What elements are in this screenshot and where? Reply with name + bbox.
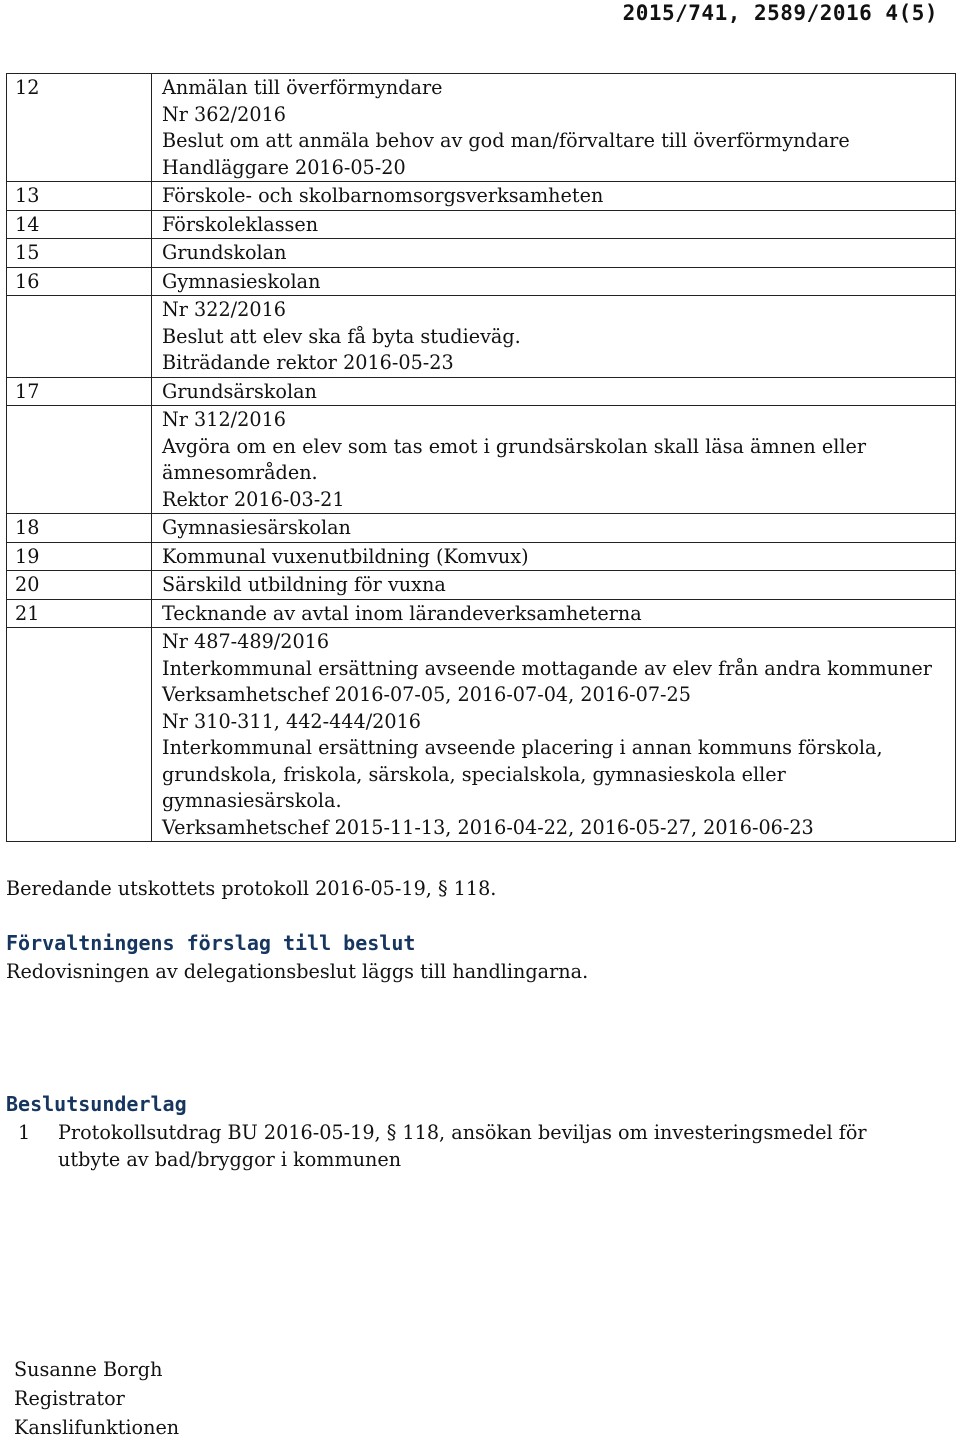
row-number: 17 xyxy=(7,377,152,406)
table-row xyxy=(7,599,956,628)
row-content xyxy=(152,571,956,600)
row-content xyxy=(152,296,956,378)
signer-title: Registrator xyxy=(14,1387,125,1410)
row-number: 12 xyxy=(7,74,152,182)
row-title: Grundskolan xyxy=(162,241,287,264)
delegation-table xyxy=(6,73,956,842)
decision-number: Nr 310-311, 442-444/2016 xyxy=(162,709,422,733)
row-content xyxy=(152,377,956,406)
signature-block xyxy=(14,1355,179,1442)
table-row xyxy=(7,571,956,600)
row-number: 21 xyxy=(7,599,152,628)
table-row xyxy=(7,74,956,182)
row-number xyxy=(7,406,152,514)
row-title: Särskild utbildning för vuxna xyxy=(162,573,446,596)
row-number xyxy=(7,628,152,842)
row-title: Tecknande av avtal inom lärandeverksamheterna xyxy=(162,601,642,625)
table-row xyxy=(7,542,956,571)
row-content xyxy=(152,210,956,239)
table-row xyxy=(7,239,956,268)
decision-signer: Verksamhetschef 2015-11-13, 2016-04-22, 2016-05-27, 2016-06-23 xyxy=(162,815,814,839)
table-row xyxy=(7,628,956,842)
document-reference: 2015/741, 2589/2016 4(5) xyxy=(622,1,938,25)
row-content xyxy=(152,514,956,543)
decision-number: Nr 312/2016 xyxy=(162,408,286,431)
row-number: 14 xyxy=(7,210,152,239)
table-row xyxy=(7,182,956,211)
decision-number: Nr 362/2016 xyxy=(162,102,286,126)
basis-item xyxy=(18,1120,918,1173)
row-title: Grundsärskolan xyxy=(162,379,317,403)
row-content xyxy=(152,239,956,268)
proposal-text: Redovisningen av delegationsbeslut läggs till handlingarna. xyxy=(6,960,589,983)
table-row xyxy=(7,267,956,296)
row-title: Förskoleklassen xyxy=(162,212,319,236)
row-number: 15 xyxy=(7,239,152,268)
decision-signer: Rektor 2016-03-21 xyxy=(162,487,345,511)
row-content xyxy=(152,628,956,842)
basis-item-text: Protokollsutdrag BU 2016-05-19, § 118, ansökan beviljas om investeringsmedel för utbyte av bad/bryggor i kommunen xyxy=(58,1121,867,1171)
decision-signer: Verksamhetschef 2016-07-05, 2016-07-04, 2016-07-25 xyxy=(162,683,691,706)
row-content xyxy=(152,406,956,514)
row-number xyxy=(7,296,152,378)
row-number: 18 xyxy=(7,514,152,543)
basis-item-number: 1 xyxy=(18,1121,31,1144)
row-content xyxy=(152,599,956,628)
decision-description: Beslut om att anmäla behov av god man/förvaltare till överförmyndare xyxy=(162,129,850,152)
decision-description: Avgöra om en elev som tas emot i grundsärskolan skall läsa ämnen eller ämnesområden. xyxy=(162,434,867,484)
decision-description: Interkommunal ersättning avseende mottagande av elev från andra kommuner xyxy=(162,656,932,680)
row-content xyxy=(152,267,956,296)
decision-signer: Handläggare 2016-05-20 xyxy=(162,155,406,179)
table-row xyxy=(7,210,956,239)
table-row xyxy=(7,296,956,378)
decision-signer: Biträdande rektor 2016-05-23 xyxy=(162,351,454,374)
row-number: 19 xyxy=(7,542,152,571)
row-number: 16 xyxy=(7,267,152,296)
row-content xyxy=(152,542,956,571)
row-content xyxy=(152,182,956,211)
row-number: 20 xyxy=(7,571,152,600)
decision-description: Interkommunal ersättning avseende placering i annan kommuns förskola, grundskola, friskola, särskola, specialskola, gymnasieskola eller gymnasiesärskola. xyxy=(162,736,883,812)
row-content xyxy=(152,74,956,182)
row-title: Anmälan till överförmyndare xyxy=(162,76,443,99)
table-row xyxy=(7,406,956,514)
row-title: Gymnasieskolan xyxy=(162,269,321,293)
committee-protocol-note: Beredande utskottets protokoll 2016-05-19, § 118. xyxy=(6,877,497,900)
row-title: Förskole- och skolbarnomsorgsverksamheten xyxy=(162,184,604,207)
signer-name: Susanne Borgh xyxy=(14,1358,163,1381)
decision-number: Nr 487-489/2016 xyxy=(162,630,330,653)
decision-description: Beslut att elev ska få byta studieväg. xyxy=(162,324,521,348)
decision-number: Nr 322/2016 xyxy=(162,298,286,321)
proposal-heading: Förvaltningens förslag till beslut xyxy=(6,931,416,955)
signer-unit: Kanslifunktionen xyxy=(14,1416,180,1439)
row-title: Kommunal vuxenutbildning (Komvux) xyxy=(162,544,529,568)
basis-heading: Beslutsunderlag xyxy=(6,1092,187,1116)
table-row xyxy=(7,514,956,543)
table-row xyxy=(7,377,956,406)
row-number: 13 xyxy=(7,182,152,211)
row-title: Gymnasiesärskolan xyxy=(162,516,351,539)
